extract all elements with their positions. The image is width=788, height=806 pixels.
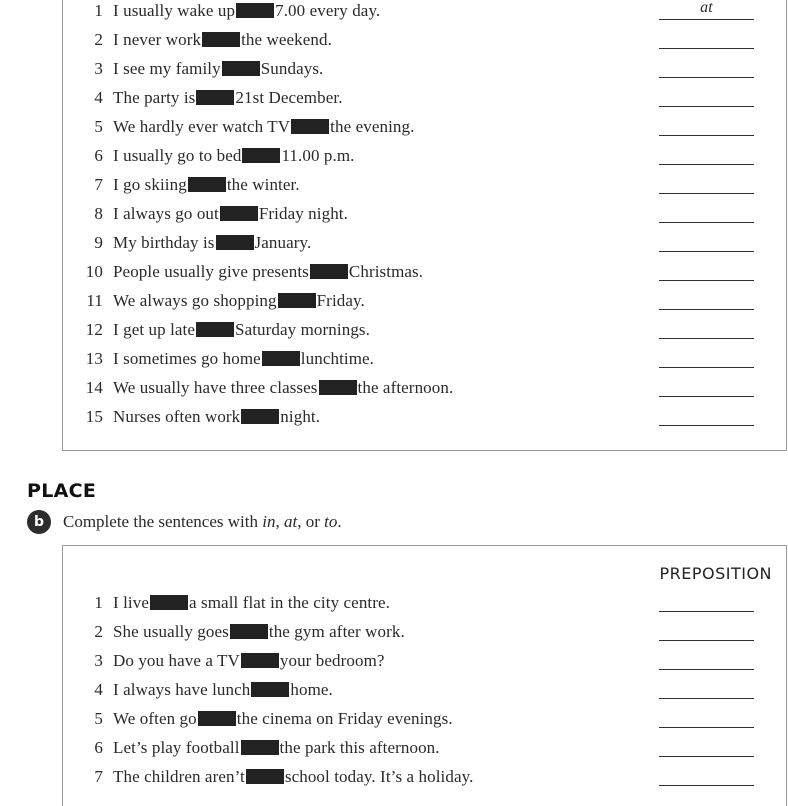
sentence-before: I see my family — [113, 59, 221, 78]
answer-field[interactable]: at — [659, 0, 754, 20]
item-number: 5 — [94, 117, 103, 136]
place-row — [63, 735, 763, 764]
sentence-after: school today. It’s a holiday. — [284, 767, 474, 786]
item-number: 1 — [94, 1, 103, 20]
sentence-before: I sometimes go home — [113, 349, 261, 368]
item-number: 3 — [94, 59, 103, 78]
section-title-place: PLACE — [27, 480, 97, 502]
answer-field[interactable] — [659, 647, 754, 670]
sentence — [113, 1, 380, 21]
item-number: 14 — [85, 378, 103, 397]
instruction-text: Complete the sentences with in, at, or to. — [63, 512, 342, 531]
place-exercise-box — [62, 545, 787, 806]
time-row — [63, 288, 763, 317]
sentence — [113, 378, 453, 398]
sentence — [113, 204, 348, 224]
gap-blank — [150, 595, 188, 610]
answer-field[interactable] — [659, 171, 754, 194]
time-row — [63, 346, 763, 375]
sentence-before: Let’s play football — [113, 738, 240, 757]
answer-field[interactable] — [659, 142, 754, 165]
sentence-before: We hardly ever watch TV — [113, 117, 291, 136]
answer-field[interactable] — [659, 374, 754, 397]
sentence-after: 11.00 p.m. — [281, 146, 355, 165]
answer-field[interactable] — [659, 705, 754, 728]
sentence — [113, 262, 423, 282]
gap-blank — [241, 653, 279, 668]
sentence — [113, 30, 332, 50]
sentence-before: I usually wake up — [113, 1, 236, 20]
time-row — [63, 404, 763, 433]
item-number: 4 — [94, 88, 103, 107]
item-number: 15 — [85, 407, 103, 426]
item-number: 8 — [94, 204, 103, 223]
gap-blank — [202, 32, 240, 47]
sentence — [113, 233, 311, 253]
item-number: 12 — [85, 320, 103, 339]
item-number: 9 — [94, 233, 103, 252]
sentence-before: The party is — [113, 88, 196, 107]
item-number: 3 — [94, 651, 103, 670]
sentence — [113, 349, 374, 369]
sentence-after: a small flat in the city centre. — [189, 593, 390, 612]
sentence — [113, 146, 355, 166]
answer-field[interactable] — [659, 345, 754, 368]
sentence — [113, 291, 365, 311]
gap-blank — [242, 148, 280, 163]
gap-blank — [198, 711, 236, 726]
sentence-after: the cinema on Friday evenings. — [236, 709, 453, 728]
answer-field[interactable] — [659, 316, 754, 339]
sentence — [113, 738, 440, 758]
sentence-before: I always have lunch — [113, 680, 251, 699]
sentence — [113, 767, 473, 787]
time-row — [63, 201, 763, 230]
gap-blank — [236, 3, 274, 18]
time-exercise-box — [62, 0, 787, 451]
item-number: 2 — [94, 30, 103, 49]
sentence-before: We usually have three classes — [113, 378, 318, 397]
sentence-before: I usually go to bed — [113, 146, 242, 165]
sentence — [113, 59, 323, 79]
sentence-before: My birthday is — [113, 233, 215, 252]
sentence-before: I get up late — [113, 320, 196, 339]
item-number: 6 — [94, 738, 103, 757]
item-number: 4 — [94, 680, 103, 699]
sentence-after: Christmas. — [348, 262, 424, 281]
gap-blank — [262, 351, 300, 366]
answer-field[interactable] — [659, 258, 754, 281]
sentence-before: I go skiing — [113, 175, 187, 194]
preposition-column-header: PREPOSITION — [659, 564, 772, 583]
sentence — [113, 88, 343, 108]
time-row — [63, 27, 763, 56]
place-row — [63, 677, 763, 706]
gap-blank — [222, 61, 260, 76]
sentence-after: 7.00 every day. — [275, 1, 381, 20]
item-number: 11 — [86, 291, 103, 310]
gap-blank — [310, 264, 348, 279]
sentence-before: She usually goes — [113, 622, 229, 641]
gap-blank — [251, 682, 289, 697]
sentence — [113, 709, 453, 729]
sentence-before: I always go out — [113, 204, 219, 223]
sentence-after: Saturday mornings. — [235, 320, 370, 339]
instruction — [27, 510, 342, 534]
item-number: 1 — [94, 593, 103, 612]
answer-field[interactable] — [659, 287, 754, 310]
time-row — [63, 56, 763, 85]
time-row — [63, 143, 763, 172]
answer-field[interactable] — [659, 229, 754, 252]
answer-field[interactable] — [659, 200, 754, 223]
answer-field[interactable] — [659, 763, 754, 786]
answer-field[interactable] — [659, 55, 754, 78]
time-row — [63, 0, 763, 27]
sentence — [113, 175, 300, 195]
gap-blank — [230, 624, 268, 639]
place-row — [63, 648, 763, 677]
sentence-after: the afternoon. — [357, 378, 454, 397]
time-row — [63, 172, 763, 201]
answer-field[interactable] — [659, 734, 754, 757]
gap-blank — [278, 293, 316, 308]
sentence — [113, 407, 320, 427]
sentence-after: Friday. — [316, 291, 365, 310]
sentence-after: home. — [290, 680, 333, 699]
sentence-before: We always go shopping — [113, 291, 277, 310]
sentence-after: the weekend. — [241, 30, 332, 49]
sentence-before: I never work — [113, 30, 202, 49]
item-number: 10 — [85, 262, 103, 281]
gap-blank — [319, 380, 357, 395]
sentence-after: the park this afternoon. — [279, 738, 440, 757]
sentence-before: Do you have a TV — [113, 651, 240, 670]
sentence — [113, 680, 333, 700]
sentence-after: January. — [254, 233, 312, 252]
place-row — [63, 706, 763, 735]
item-number: 13 — [85, 349, 103, 368]
sentence-after: lunchtime. — [300, 349, 375, 368]
time-row — [63, 85, 763, 114]
gap-blank — [216, 235, 254, 250]
sentence-after: your bedroom? — [279, 651, 385, 670]
sentence — [113, 320, 370, 340]
place-row — [63, 619, 763, 648]
sentence-after: the winter. — [226, 175, 300, 194]
answer-field[interactable] — [659, 403, 754, 426]
answer-field[interactable] — [659, 618, 754, 641]
sentence-after: the gym after work. — [268, 622, 405, 641]
sentence-before: Nurses often work — [113, 407, 241, 426]
place-row — [63, 590, 763, 619]
sentence — [113, 593, 390, 613]
sentence-after: Sundays. — [260, 59, 324, 78]
gap-blank — [291, 119, 329, 134]
item-number: 5 — [94, 709, 103, 728]
time-row — [63, 317, 763, 346]
sentence-after: Friday night. — [258, 204, 348, 223]
gap-blank — [196, 322, 234, 337]
time-row — [63, 230, 763, 259]
answer-field[interactable] — [659, 84, 754, 107]
time-row — [63, 259, 763, 288]
answer-field[interactable] — [659, 113, 754, 136]
sentence-after: night. — [280, 407, 321, 426]
gap-blank — [241, 409, 279, 424]
answer-field[interactable] — [659, 676, 754, 699]
exercise-badge-b: b — [27, 510, 51, 534]
sentence-after: the evening. — [330, 117, 415, 136]
gap-blank — [246, 769, 284, 784]
item-number: 7 — [94, 767, 103, 786]
item-number: 6 — [94, 146, 103, 165]
sentence — [113, 651, 385, 671]
sentence — [113, 622, 405, 642]
sentence-after: 21st December. — [235, 88, 343, 107]
time-row — [63, 114, 763, 143]
answer-field[interactable] — [659, 589, 754, 612]
sentence-before: We often go — [113, 709, 197, 728]
gap-blank — [220, 206, 258, 221]
time-row — [63, 375, 763, 404]
answer-field[interactable] — [659, 26, 754, 49]
sentence-before: People usually give presents — [113, 262, 309, 281]
sentence — [113, 117, 414, 137]
sentence-before: The children aren’t — [113, 767, 245, 786]
item-number: 2 — [94, 622, 103, 641]
gap-blank — [188, 177, 226, 192]
item-number: 7 — [94, 175, 103, 194]
gap-blank — [241, 740, 279, 755]
gap-blank — [196, 90, 234, 105]
sentence-before: I live — [113, 593, 150, 612]
